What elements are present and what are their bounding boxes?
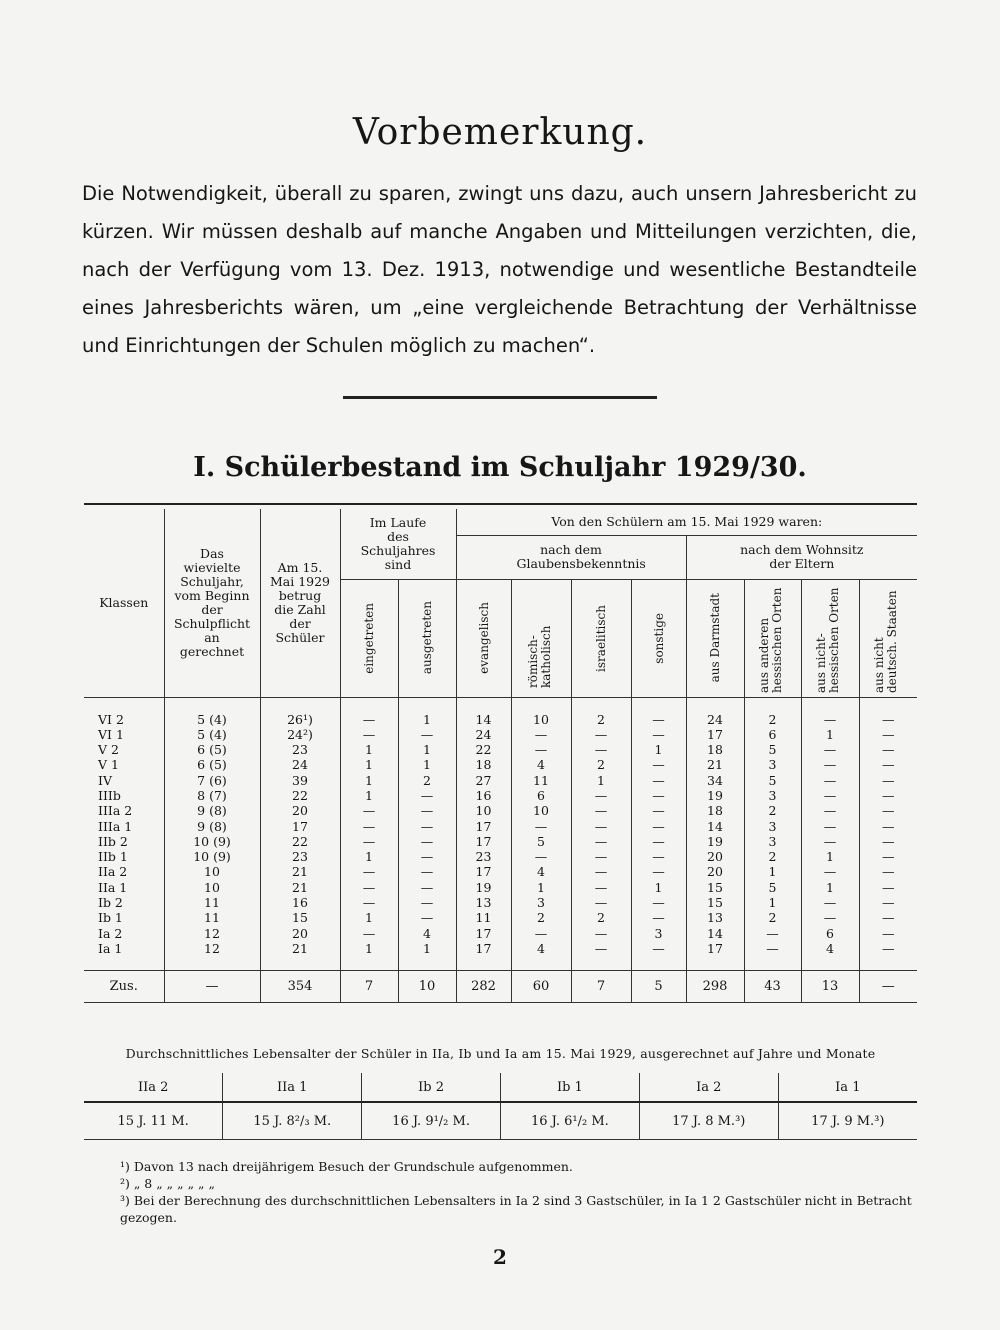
table-cell: — [631,910,686,925]
table-cell: 20 [686,849,744,864]
table-cell: 16 [260,895,340,910]
table-cell: — [571,941,631,956]
table-cell: — [882,742,895,758]
table-cell: 11 [456,910,511,925]
class-name-cell: Ia 1 [84,941,164,956]
sum-cell: 354 [260,971,340,1003]
sum-cell: 5 [631,971,686,1003]
table-row [84,849,917,864]
table-cell: 24 [686,712,744,727]
table-cell: 10 (9) [164,849,260,864]
table-cell: 2 [571,757,631,772]
table-cell: 23 [260,849,340,864]
table-cell: 1 [340,941,398,956]
table-cell: 2 [744,910,801,925]
table-cell: — [882,711,895,727]
table-cell: 22 [260,834,340,849]
table-row [84,834,917,849]
table-cell: — [801,864,859,879]
table-cell: 20 [260,926,340,941]
header-eingetreten: eingetreten [362,602,376,674]
table-cell: 11 [164,910,260,925]
table-cell: — [744,926,801,941]
header-wohnsitz: nach dem Wohnsitz der Eltern [686,535,917,579]
avg-value: 17 J. 9 M.³) [778,1102,917,1140]
separator-line [343,396,657,399]
table-cell: 10 [456,803,511,818]
page-number: 2 [493,1245,507,1269]
table-cell: 1 [801,727,859,742]
table-cell: 17 [456,819,511,834]
table-cell: 4 [511,941,571,956]
table-cell: 19 [456,880,511,895]
table-cell: — [882,864,895,880]
table-cell: 22 [260,788,340,803]
table-cell: — [398,803,456,818]
table-cell: — [631,803,686,818]
table-cell: — [631,757,686,772]
table-row [84,773,917,788]
class-name-cell: IIb 1 [84,849,164,864]
table-cell: — [882,818,895,834]
table-cell: 13 [456,895,511,910]
table-cell: — [631,788,686,803]
avg-header: IIa 1 [223,1073,362,1102]
table-cell: 34 [686,773,744,788]
footnote: ¹) Davon 13 nach dreijährigem Besuch der Grundschule aufgenommen. [120,1159,573,1174]
table-cell: 3 [744,834,801,849]
table-cell: 2 [744,712,801,727]
table-cell: — [398,788,456,803]
table-cell: 10 [164,864,260,879]
table-cell: 17 [456,926,511,941]
table-cell: 14 [686,926,744,941]
table-cell: 17 [456,864,511,879]
sum-cell: 7 [340,971,398,1003]
table-cell: 24 [260,757,340,772]
table-cell: 1 [511,880,571,895]
header-klassen: Klassen [84,509,164,697]
table-cell: 3 [631,926,686,941]
table-cell: — [340,926,398,941]
table-cell: — [340,895,398,910]
footnote: ³) Bei der Berechnung des durchschnittlichen Lebensalters in Ia 2 sind 3 Gastschüler, in Ia 1 2 Gastschüler nicht in Betracht gezogen. [120,1193,912,1225]
header-ausgetreten: ausgetreten [420,601,434,675]
sum-cell: 13 [801,971,859,1003]
header-zahl: Am 15. Mai 1929 betrug die Zahl der Schüler [260,509,340,697]
table-cell: — [801,788,859,803]
table-cell: 6 [511,788,571,803]
table-row [84,941,917,956]
table-cell: 1 [631,742,686,757]
table-cell: — [398,849,456,864]
footnotes [120,1158,920,1226]
table-cell: — [398,895,456,910]
table-cell: 24²) [260,727,340,742]
table-cell: 6 (5) [164,742,260,757]
table-cell: — [801,742,859,757]
table-cell: 15 [686,880,744,895]
table-cell: 2 [571,910,631,925]
table-cell: — [340,803,398,818]
table-cell: — [801,773,859,788]
table-cell: 1 [340,849,398,864]
table-cell: 1 [340,773,398,788]
table-cell: 1 [631,880,686,895]
table-cell: 26¹) [260,712,340,727]
sum-row [84,971,917,1003]
table-cell: — [571,895,631,910]
table-cell: 13 [686,910,744,925]
table-row [84,757,917,772]
table-cell: 4 [511,757,571,772]
table-cell: 9 (8) [164,803,260,818]
table-cell: 1 [801,880,859,895]
table-cell: — [398,910,456,925]
table-cell: 6 [801,926,859,941]
table-row [84,864,917,879]
sum-cell: 43 [744,971,801,1003]
student-table [84,509,917,1003]
table-cell: — [801,834,859,849]
table-cell: — [882,895,895,911]
table-cell: 1 [744,895,801,910]
table-cell: — [571,926,631,941]
table-cell: 17 [260,819,340,834]
table-cell: 21 [260,864,340,879]
table-cell: 10 (9) [164,834,260,849]
table-cell: — [571,864,631,879]
sum-cell: 60 [511,971,571,1003]
table-cell: 21 [260,880,340,895]
table-top-rule [84,503,917,505]
table-row [84,727,917,742]
table-cell: 5 (4) [164,727,260,742]
table-cell: 1 [340,910,398,925]
avg-header: Ib 2 [362,1073,501,1102]
class-name-cell: Ib 1 [84,910,164,925]
table-row [84,712,917,727]
table-cell: — [801,910,859,925]
table-cell: — [631,727,686,742]
table-cell: — [882,803,895,819]
table-cell: — [744,941,801,956]
header-sonstige: sonstige [651,612,666,664]
table-cell: — [631,849,686,864]
table-cell: — [511,742,571,757]
sum-cell: — [859,971,917,1003]
table-cell: — [631,864,686,879]
header-evangelisch: evangelisch [476,602,491,674]
table-cell: — [398,727,456,742]
table-cell: — [801,895,859,910]
class-name-cell: VI 2 [84,712,164,727]
table-cell: 10 [164,880,260,895]
table-cell: 10 [511,803,571,818]
table-cell: — [340,712,398,727]
table-cell: 20 [260,803,340,818]
table-cell: — [882,833,895,849]
header-schuljahr: Das wievielte Schuljahr, vom Beginn der Schulpflicht an gerechnet [164,509,260,697]
table-cell: 5 [744,742,801,757]
table-row [84,910,917,925]
sum-cell: — [164,971,260,1003]
avg-header: IIa 2 [84,1073,223,1102]
class-name-cell: IV [84,773,164,788]
table-cell: 17 [686,727,744,742]
table-row [84,926,917,941]
table-cell: 23 [260,742,340,757]
intro-paragraph: Die Notwendigkeit, überall zu sparen, zwingt uns dazu, auch unsern Jahresbericht zu kürzen. Wir müssen deshalb auf manche Angaben und Mitteilungen verzichten, die, nach der Verfügung vom 13. Dez. 1913, notwendige und wesentliche Bestandteile eines Jahresberichts wären, um „eine vergleichende Betrachtung der Verhältnisse und Einrichtungen der Schulen möglich zu machen“. [82,182,917,357]
table-cell: 5 [744,773,801,788]
table-cell: 1 [340,788,398,803]
header-darmstadt: aus Darmstadt [708,593,722,683]
avg-caption: Durchschnittliches Lebensalter der Schüler in IIa, Ib und Ia am 15. Mai 1929, ausgerechnet auf Jahre und Monate [125,1046,876,1061]
class-name-cell: IIIb [84,788,164,803]
table-cell: — [398,819,456,834]
table-cell: — [631,773,686,788]
table-cell: — [340,727,398,742]
page-title: Vorbemerkung. [352,112,648,153]
table-cell: 4 [511,864,571,879]
table-cell: 2 [571,712,631,727]
table-cell: 24 [456,727,511,742]
table-cell: 18 [686,742,744,757]
table-cell: — [801,803,859,818]
table-cell: 10 [511,712,571,727]
header-nicht-deutsch: aus nicht deutsch. Staaten [872,590,900,693]
table-cell: — [631,712,686,727]
table-cell: 5 [511,834,571,849]
class-name-cell: Ia 2 [84,926,164,941]
class-name-cell: IIIa 1 [84,819,164,834]
class-name-cell: IIa 1 [84,880,164,895]
header-hess-orte: aus anderen hessischen Orten [756,587,784,693]
avg-value: 16 J. 9¹/₂ M. [362,1102,501,1140]
table-cell: — [882,726,895,742]
avg-age-table [84,1073,917,1140]
table-cell: 2 [398,773,456,788]
table-cell: — [398,880,456,895]
table-cell: — [801,712,859,727]
section-title: I. Schülerbestand im Schuljahr 1929/30. [193,452,807,483]
table-cell: 1 [398,757,456,772]
table-cell: — [882,879,895,895]
table-cell: — [340,834,398,849]
table-cell: 19 [686,788,744,803]
table-cell: 21 [260,941,340,956]
avg-value: 16 J. 6¹/₂ M. [500,1102,639,1140]
table-cell: — [571,819,631,834]
table-cell: — [398,864,456,879]
table-cell: — [631,895,686,910]
table-cell: — [882,940,895,956]
header-laufe: Im Laufe des Schuljahres sind [340,509,456,579]
avg-header: Ib 1 [500,1073,639,1102]
table-cell: 21 [686,757,744,772]
table-cell: 3 [744,819,801,834]
table-cell: — [511,819,571,834]
table-cell: 3 [744,757,801,772]
table-cell: 1 [744,864,801,879]
table-row [84,788,917,803]
table-row [84,803,917,818]
table-cell: 3 [511,895,571,910]
table-cell: — [882,925,895,941]
avg-header: Ia 2 [639,1073,778,1102]
sum-cell: 7 [571,971,631,1003]
table-cell: 39 [260,773,340,788]
header-von-den: Von den Schülern am 15. Mai 1929 waren: [456,509,917,535]
table-cell: — [340,819,398,834]
avg-value: 17 J. 8 M.³) [639,1102,778,1140]
table-cell: 17 [456,834,511,849]
table-cell: — [571,742,631,757]
class-name-cell: V 1 [84,757,164,772]
table-cell: 18 [456,757,511,772]
table-cell: 1 [340,757,398,772]
table-cell: 1 [571,773,631,788]
table-cell: 2 [744,803,801,818]
sum-cell: 282 [456,971,511,1003]
avg-value: 15 J. 8²/₃ M. [223,1102,362,1140]
table-cell: 11 [511,773,571,788]
table-cell: — [571,834,631,849]
table-cell: — [882,787,895,803]
table-cell: — [511,849,571,864]
table-cell: — [801,819,859,834]
table-cell: 17 [456,941,511,956]
table-row [84,880,917,895]
table-cell: 6 (5) [164,757,260,772]
header-israelitisch: israelitisch [594,604,608,672]
footnote: ²) „ 8 „ „ „ „ „ „ [120,1176,215,1191]
table-row [84,819,917,834]
table-cell: 23 [456,849,511,864]
table-cell: 27 [456,773,511,788]
table-cell: — [511,727,571,742]
table-cell: 15 [686,895,744,910]
table-cell: 15 [260,910,340,925]
table-cell: — [882,910,895,926]
class-name-cell: V 2 [84,742,164,757]
table-row [84,895,917,910]
table-cell: — [801,757,859,772]
class-name-cell: IIb 2 [84,834,164,849]
table-cell: — [571,849,631,864]
table-cell: — [340,864,398,879]
sum-cell: 10 [398,971,456,1003]
avg-value: 15 J. 11 M. [84,1102,223,1140]
header-glauben: nach dem Glaubensbekenntnis [456,535,686,579]
table-cell: 18 [686,803,744,818]
table-cell: 6 [744,727,801,742]
table-cell: — [882,757,895,773]
table-cell: 19 [686,834,744,849]
table-cell: — [571,880,631,895]
table-cell: 14 [456,712,511,727]
table-cell: 12 [164,926,260,941]
table-cell: 12 [164,941,260,956]
table-cell: 1 [801,849,859,864]
sum-cell: Zus. [84,971,164,1003]
table-cell: 7 (6) [164,773,260,788]
class-name-cell: IIIa 2 [84,803,164,818]
table-cell: 1 [340,742,398,757]
table-cell: 14 [686,819,744,834]
table-cell: 3 [744,788,801,803]
table-cell: — [882,849,895,865]
header-katholisch: römisch-katholisch [526,625,553,688]
table-cell: 17 [686,941,744,956]
table-cell: 8 (7) [164,788,260,803]
table-cell: 4 [801,941,859,956]
table-cell: 2 [744,849,801,864]
table-cell: — [398,834,456,849]
table-cell: — [882,772,895,788]
table-cell: 4 [398,926,456,941]
class-name-cell: VI 1 [84,727,164,742]
table-cell: — [340,880,398,895]
table-cell: 16 [456,788,511,803]
table-cell: — [571,788,631,803]
table-cell: — [631,834,686,849]
table-cell: 1 [398,712,456,727]
table-cell: 1 [398,742,456,757]
table-cell: 9 (8) [164,819,260,834]
table-cell: — [631,941,686,956]
table-cell: 20 [686,864,744,879]
table-cell: — [631,819,686,834]
header-nicht-hess: aus nicht-hessischen Orten [814,587,841,693]
table-cell: 5 (4) [164,712,260,727]
table-cell: 2 [511,910,571,925]
table-cell: — [571,727,631,742]
avg-header: Ia 1 [778,1073,917,1102]
class-name-cell: Ib 2 [84,895,164,910]
table-cell: 1 [398,941,456,956]
table-cell: 11 [164,895,260,910]
table-row [84,742,917,757]
table-cell: 5 [744,880,801,895]
sum-cell: 298 [686,971,744,1003]
table-cell: — [571,803,631,818]
table-cell: — [511,926,571,941]
class-name-cell: IIa 2 [84,864,164,879]
table-cell: 22 [456,742,511,757]
